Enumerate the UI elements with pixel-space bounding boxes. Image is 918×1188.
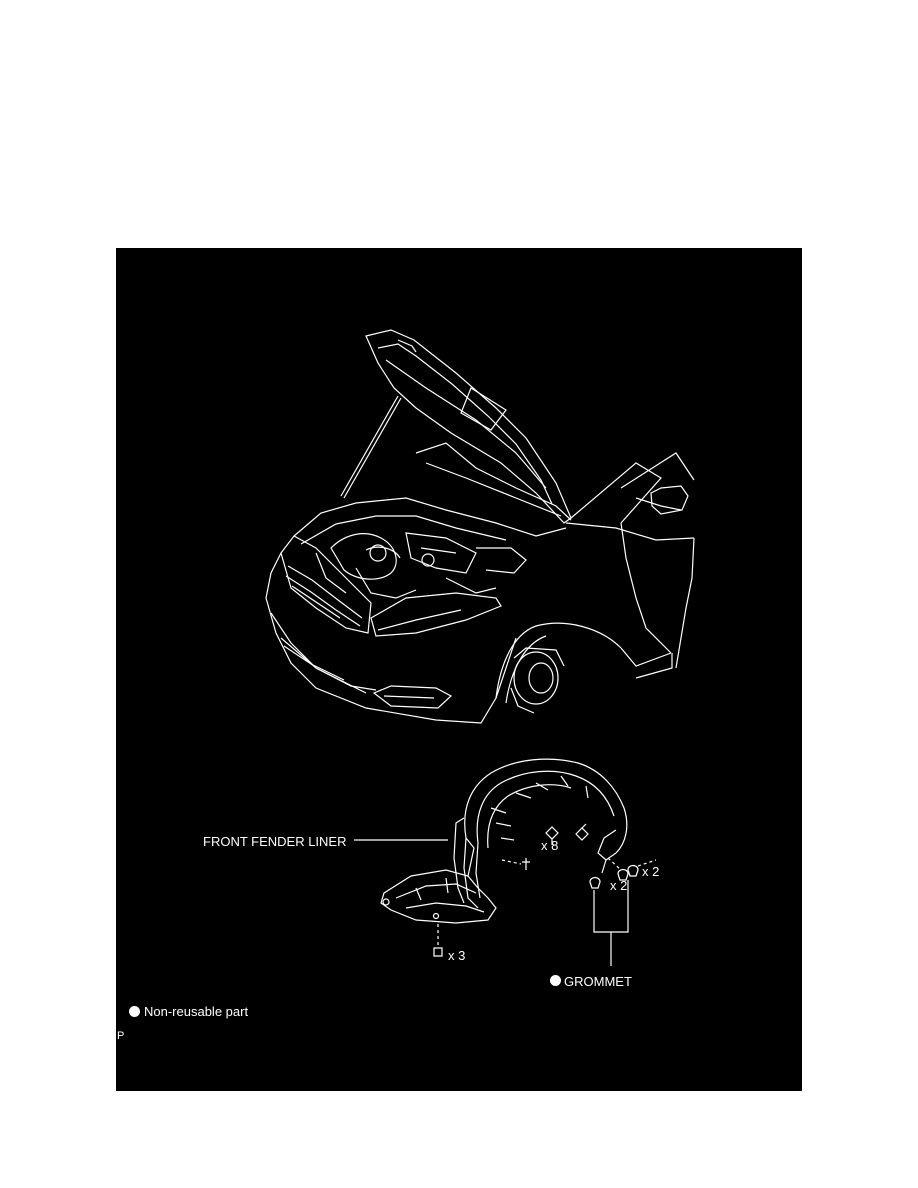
vehicle-illustration [266, 330, 694, 723]
front-fender-liner-label: FRONT FENDER LINER [203, 834, 347, 849]
upper-clip-count: x 8 [541, 838, 559, 853]
line-art [116, 248, 802, 1091]
grommet-count-left: x 2 [610, 878, 628, 893]
non-reusable-legend: Non-reusable part [144, 1004, 249, 1019]
fender-liner-illustration [381, 759, 627, 923]
grommet-icon [628, 866, 638, 877]
non-reusable-dot-icon [129, 1006, 140, 1017]
illustration-panel [116, 248, 802, 1091]
lower-screw-count: x 3 [448, 948, 466, 963]
grommet-count-right: x 2 [642, 864, 660, 879]
clip-icon [576, 824, 588, 840]
grommet-icon [550, 975, 561, 986]
grommet-label: GROMMET [564, 974, 632, 989]
footer-mark: P [117, 1030, 125, 1042]
grommet-icon [590, 878, 600, 889]
screw-icon [434, 924, 442, 956]
screw-icon [502, 858, 530, 870]
